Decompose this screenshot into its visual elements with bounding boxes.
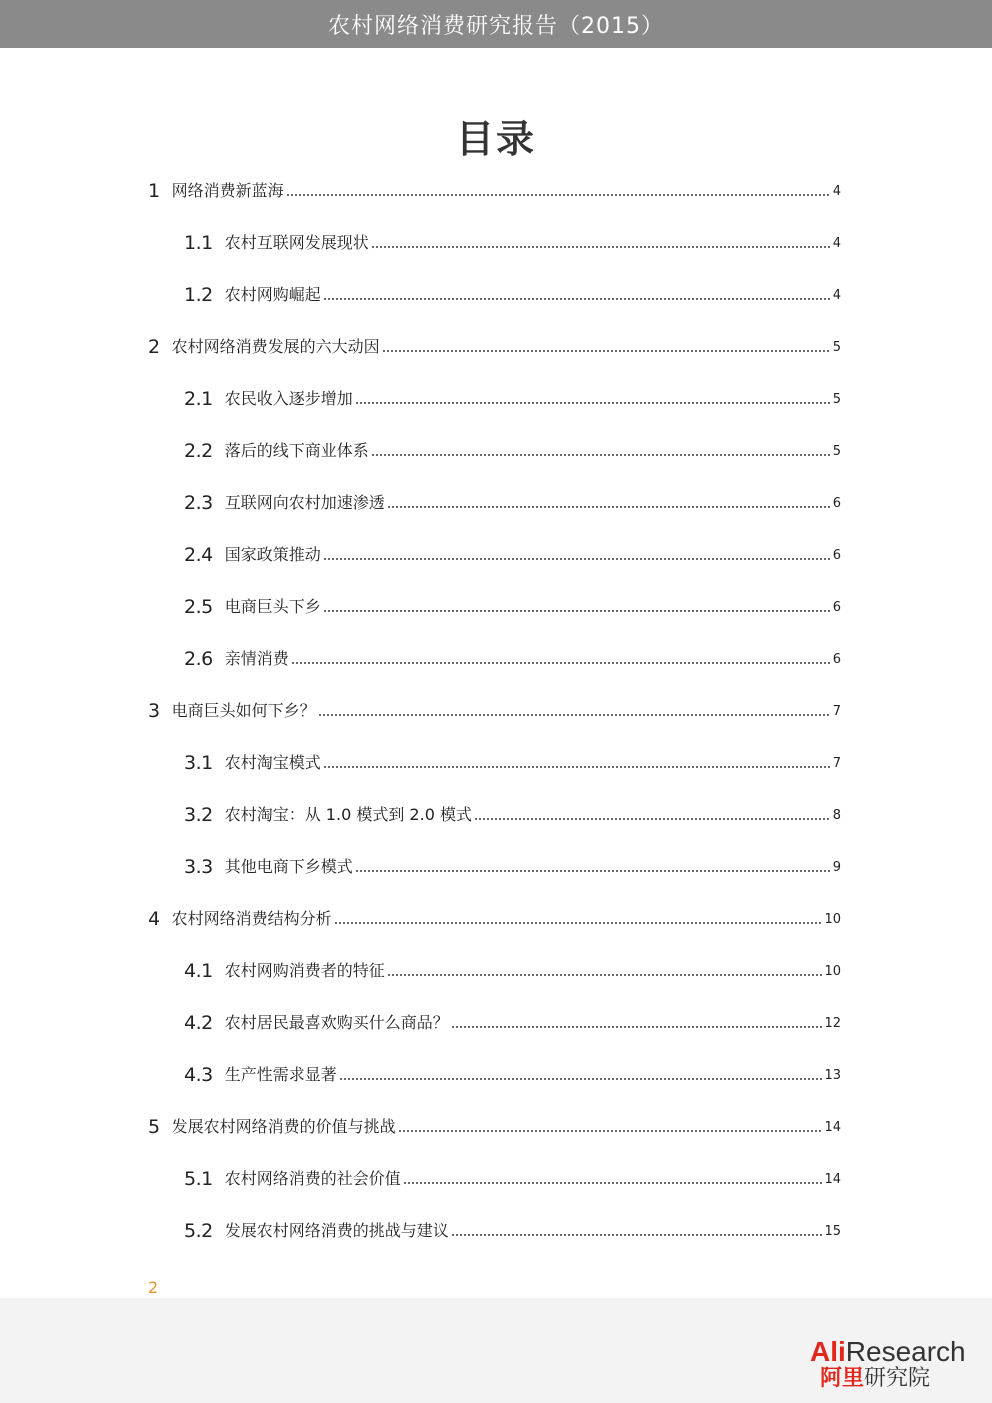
toc-entry-title: 电商巨头如何下乡？ bbox=[171, 701, 316, 720]
toc-entry-number: 4.2 bbox=[184, 1012, 213, 1034]
toc-entry-page: 4 bbox=[832, 184, 841, 199]
toc-entry-page: 12 bbox=[824, 1016, 841, 1031]
toc-entry[interactable] bbox=[184, 852, 841, 878]
toc-entry-number: 2.5 bbox=[184, 596, 213, 618]
toc-entry-title: 生产性需求显著 bbox=[224, 1065, 337, 1084]
toc-entry-page: 10 bbox=[824, 964, 841, 979]
page-number: 2 bbox=[148, 1278, 159, 1297]
toc-entry[interactable] bbox=[184, 1008, 841, 1034]
toc-entry[interactable] bbox=[184, 800, 841, 826]
logo-research: Research bbox=[845, 1336, 966, 1367]
logo-latin bbox=[810, 1336, 966, 1368]
toc-dot-leader bbox=[387, 973, 823, 977]
toc-dot-leader bbox=[339, 1077, 823, 1081]
toc-entry[interactable] bbox=[148, 176, 841, 202]
toc-entry-title: 农村网购消费者的特征 bbox=[224, 961, 385, 980]
toc-entry-page: 8 bbox=[832, 808, 841, 823]
toc-dot-leader bbox=[382, 349, 831, 353]
toc-entry-title: 农村网络消费的社会价值 bbox=[224, 1169, 401, 1188]
toc-entry-number: 2.1 bbox=[184, 388, 213, 410]
toc-entry-number: 4.3 bbox=[184, 1064, 213, 1086]
toc-entry-number: 3.2 bbox=[184, 804, 213, 826]
toc-entry-page: 14 bbox=[824, 1120, 841, 1135]
toc-entry-number: 1 bbox=[148, 180, 160, 202]
toc-entry-number: 2.2 bbox=[184, 440, 213, 462]
toc-dot-leader bbox=[371, 453, 831, 457]
toc-entry-page: 7 bbox=[832, 704, 841, 719]
toc-entry-page: 5 bbox=[832, 444, 841, 459]
toc-entry-page: 7 bbox=[832, 756, 841, 771]
logo-cn-red: 阿里 bbox=[820, 1366, 865, 1391]
toc-entry-number: 1.2 bbox=[184, 284, 213, 306]
toc-entry-title: 农村网络消费结构分析 bbox=[171, 909, 332, 928]
toc-dot-leader bbox=[323, 609, 831, 613]
toc-entry-title: 落后的线下商业体系 bbox=[224, 441, 369, 460]
toc-dot-leader bbox=[323, 765, 831, 769]
toc-entry-page: 6 bbox=[832, 600, 841, 615]
toc-entry-number: 2.6 bbox=[184, 648, 213, 670]
toc-entry-title: 农村互联网发展现状 bbox=[224, 233, 369, 252]
toc-entry[interactable] bbox=[184, 280, 841, 306]
toc-entry-number: 3 bbox=[148, 700, 160, 722]
toc-entry-page: 6 bbox=[832, 496, 841, 511]
toc-entry[interactable] bbox=[148, 696, 841, 722]
toc-entry[interactable] bbox=[184, 488, 841, 514]
toc-entry[interactable] bbox=[184, 644, 841, 670]
toc-entry[interactable] bbox=[184, 956, 841, 982]
toc-entry-number: 2.4 bbox=[184, 544, 213, 566]
toc-entry-number: 3.1 bbox=[184, 752, 213, 774]
logo-cn-dark: 研究院 bbox=[864, 1366, 931, 1391]
toc-entry-title: 电商巨头下乡 bbox=[224, 597, 321, 616]
toc-dot-leader bbox=[387, 505, 831, 509]
toc-entry-number: 3.3 bbox=[184, 856, 213, 878]
toc-entry-number: 5.1 bbox=[184, 1168, 213, 1190]
toc-dot-leader bbox=[334, 921, 823, 925]
toc-entry[interactable] bbox=[184, 1164, 841, 1190]
toc-entry-page: 4 bbox=[832, 236, 841, 251]
toc-entry-page: 13 bbox=[824, 1068, 841, 1083]
toc-entry-number: 5.2 bbox=[184, 1220, 213, 1242]
toc-entry-number: 4.1 bbox=[184, 960, 213, 982]
aliresearch-logo bbox=[810, 1336, 988, 1396]
toc-entry[interactable] bbox=[184, 748, 841, 774]
toc-dot-leader bbox=[474, 817, 831, 821]
toc-entry-number: 5 bbox=[148, 1116, 160, 1138]
toc-dot-leader bbox=[286, 193, 831, 197]
toc-dot-leader bbox=[318, 713, 831, 717]
toc-entry-page: 5 bbox=[832, 392, 841, 407]
toc-dot-leader bbox=[451, 1025, 823, 1029]
toc-entry[interactable] bbox=[148, 904, 841, 930]
toc-entry-page: 15 bbox=[824, 1224, 841, 1239]
toc-dot-leader bbox=[355, 401, 831, 405]
toc-entry[interactable] bbox=[184, 592, 841, 618]
toc-entry[interactable] bbox=[184, 228, 841, 254]
toc-dot-leader bbox=[403, 1181, 823, 1185]
toc-entry[interactable] bbox=[184, 1060, 841, 1086]
toc-dot-leader bbox=[323, 557, 831, 561]
logo-ali: Ali bbox=[810, 1336, 846, 1367]
toc-entry-page: 4 bbox=[832, 288, 841, 303]
toc-title: 目录 bbox=[455, 117, 536, 161]
toc-entry-title: 其他电商下乡模式 bbox=[224, 857, 353, 876]
toc-entry-title: 亲情消费 bbox=[224, 649, 289, 668]
logo-chinese bbox=[820, 1366, 930, 1392]
toc-entry-title: 农村淘宝模式 bbox=[224, 753, 321, 772]
toc-entry[interactable] bbox=[184, 384, 841, 410]
toc-entry-page: 6 bbox=[832, 548, 841, 563]
toc-dot-leader bbox=[398, 1129, 823, 1133]
toc-entry-page: 5 bbox=[832, 340, 841, 355]
toc-entry-number: 1.1 bbox=[184, 232, 213, 254]
toc-dot-leader bbox=[323, 297, 831, 301]
toc-entry[interactable] bbox=[184, 540, 841, 566]
toc-entry[interactable] bbox=[148, 332, 841, 358]
toc-dot-leader bbox=[355, 869, 831, 873]
toc-entry-number: 4 bbox=[148, 908, 160, 930]
toc-entry-title: 网络消费新蓝海 bbox=[171, 181, 284, 200]
header-title: 农村网络消费研究报告（2015） bbox=[328, 13, 664, 39]
toc-entry-page: 10 bbox=[824, 912, 841, 927]
toc-entry-title: 农村网络消费发展的六大动因 bbox=[171, 337, 380, 356]
toc-entry-page: 6 bbox=[832, 652, 841, 667]
toc-dot-leader bbox=[451, 1233, 823, 1237]
toc-entry-title: 发展农村网络消费的挑战与建议 bbox=[224, 1221, 449, 1240]
toc-entry-page: 9 bbox=[832, 860, 841, 875]
toc-entry-title: 互联网向农村加速渗透 bbox=[224, 493, 385, 512]
toc-entry-title: 发展农村网络消费的价值与挑战 bbox=[171, 1117, 396, 1136]
toc-entry[interactable] bbox=[148, 1112, 841, 1138]
toc-dot-leader bbox=[291, 661, 831, 665]
toc-entry[interactable] bbox=[184, 1216, 841, 1242]
toc-entry[interactable] bbox=[184, 436, 841, 462]
toc-entry-number: 2 bbox=[148, 336, 160, 358]
toc-entry-title: 农民收入逐步增加 bbox=[224, 389, 353, 408]
toc-entry-page: 14 bbox=[824, 1172, 841, 1187]
toc-entry-title: 农村淘宝：从 1.0 模式到 2.0 模式 bbox=[224, 805, 472, 824]
toc-dot-leader bbox=[371, 245, 831, 249]
toc-entry-title: 国家政策推动 bbox=[224, 545, 321, 564]
toc-entry-title: 农村居民最喜欢购买什么商品？ bbox=[224, 1013, 449, 1032]
toc-entry-title: 农村网购崛起 bbox=[224, 285, 321, 304]
toc-entry-number: 2.3 bbox=[184, 492, 213, 514]
